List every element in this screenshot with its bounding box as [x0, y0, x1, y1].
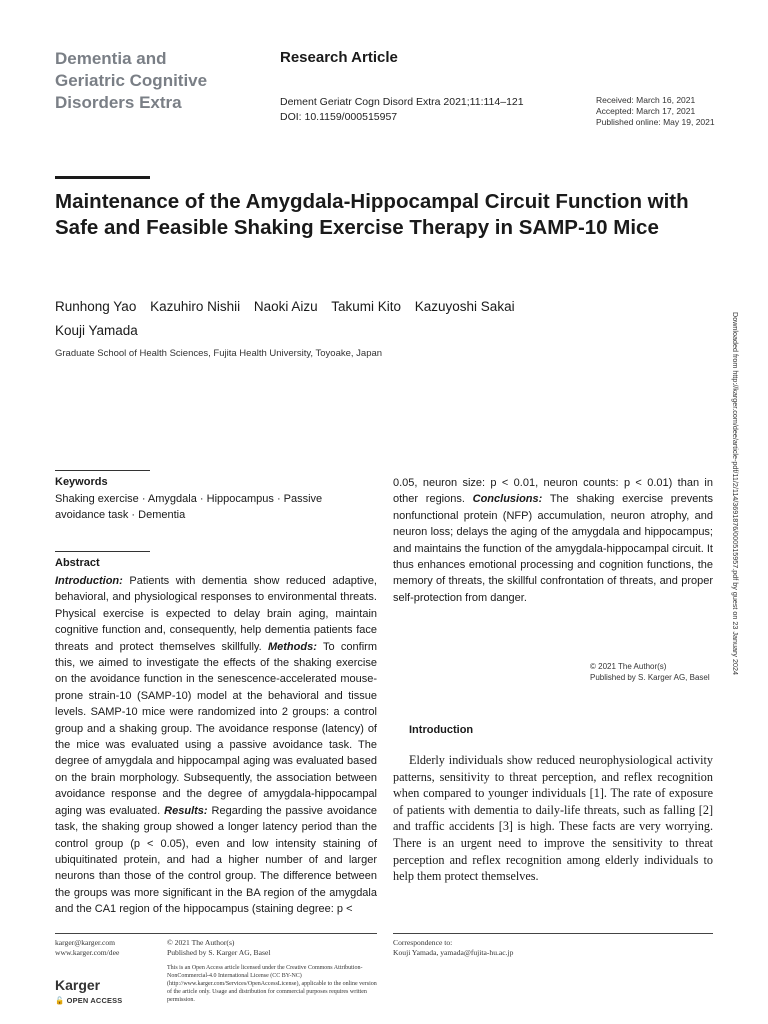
- journal-name: [55, 48, 255, 114]
- article-title: Maintenance of the Amygdala-Hippocampal Circuit Function with Safe and Feasible Shaking Exercise Therapy in SAMP-10 Mice: [55, 190, 689, 239]
- correspondence-label: Correspondence to:: [393, 938, 453, 947]
- abstract-divider: [55, 551, 150, 552]
- citation-block: [280, 95, 524, 125]
- abstract-methods-text: To confirm this, we aimed to investigate the effects of the shaking exercise on the avoidance function in the senescence-accelerated mouse-prone strain-10 (SAMP-10) model at the behavioral and tissue levels. SAMP-10 mice were randomized into 2 groups: a control group and a shaking group. The avoidance response (latency) of the mice was evaluated using a passive avoidance task. The degree of amygdala and hippocampal aging was evaluated based on the brain morphology. Subsequently, the association between avoidance response and the degree of amygdala-hippocampal aging was evaluated.: [55, 640, 377, 817]
- correspondence-contact[interactable]: Kouji Yamada, yamada@fujita-hu.ac.jp: [393, 948, 514, 957]
- doi-link[interactable]: DOI: 10.1159/000515957: [280, 111, 398, 123]
- footer-contact: [55, 938, 119, 958]
- abstract-conclusions-text: The shaking exercise prevents nonfunctional protein (NFP) accumulation, neuron atrophy, and neuron loss; delays the aging of the amygdala and hippocampus; and maintains the function of the amygdala-hippocampal circuit. It thus enhances emotional processing and cognition functions, the memory of threats, the skillful confrontation of threats, and proper self-protection from danger.: [393, 493, 713, 604]
- author-name: Kazuyoshi Sakai: [414, 299, 515, 314]
- citation: Dement Geriatr Cogn Disord Extra 2021;11:114–121: [280, 96, 524, 108]
- abstract-left-column: [55, 573, 377, 918]
- publisher-email[interactable]: karger@karger.com: [55, 938, 116, 947]
- publisher-website[interactable]: www.karger.com/dee: [55, 948, 120, 957]
- abstract-right-column: [393, 475, 713, 655]
- journal-name-line: Geriatric Cognitive: [55, 71, 208, 90]
- footer-divider-right: [393, 933, 713, 934]
- open-access-badge: [55, 996, 122, 1005]
- author-name: Kouji Yamada: [55, 323, 138, 338]
- journal-name-line: Disorders Extra: [55, 93, 182, 112]
- abstract-results-label: Results:: [164, 804, 208, 817]
- abstract-heading: Abstract: [55, 557, 100, 569]
- introduction-text: Elderly individuals show reduced neurophysiological activity patterns, sensitivity to threat perception, and reflex recognition when compared to younger individuals [1]. The rate of exposure of patients with dementia to daily-life threats, such as falling [2] and traffic accidents [3] is high. These facts are very worrying. There is an urgent need to improve the sensitivity to threat perception and reflex recognition among elderly individuals to help them protect themselves.: [393, 753, 713, 884]
- abstract-copyright: [590, 661, 710, 683]
- author-name: Takumi Kito: [331, 299, 401, 314]
- received-date: Received: March 16, 2021: [596, 95, 696, 105]
- license-text: This is an Open Access article licensed under the Creative Commons Attribution-NonCommercial-4.0 International License (CC BY-NC) (http://www.karger.com/Services/OpenAccessLicense), applicable to the online version of the article only. Usage and distribution for commercial purposes requires written permission.: [167, 965, 377, 1003]
- karger-logo: Karger: [55, 977, 101, 993]
- abstract-methods-label: Methods:: [267, 640, 317, 653]
- article-type: Research Article: [280, 49, 398, 66]
- dates-block: [596, 95, 715, 128]
- abstract-conclusions-label: Conclusions:: [472, 493, 543, 506]
- abstract-results-continued: 0.05, neuron size: p < 0.01, neuron counts: p < 0.01) than in other regions.: [393, 477, 713, 506]
- title-divider: [55, 176, 150, 179]
- author-list: [55, 295, 615, 343]
- open-access-label: OPEN ACCESS: [66, 996, 123, 1005]
- publisher-line: Published by S. Karger AG, Basel: [167, 948, 271, 957]
- keywords-divider: [55, 470, 150, 471]
- correspondence-block: [393, 938, 513, 958]
- copyright-line: © 2021 The Author(s): [167, 938, 235, 947]
- abstract-results-text: Regarding the passive avoidance task, the shaking group showed a longer latency period than the control group (p < 0.05), even and low intensity staining of ubiquitinated protein, and had a higher number of and larger neurons than those of the control group. The difference between the groups was more significant in the BA region of the amygdala and the CA1 region of the hippocampus (staining degree: p <: [55, 804, 377, 916]
- journal-name-line: Dementia and: [55, 49, 167, 68]
- author-name: Kazuhiro Nishii: [150, 299, 241, 314]
- accepted-date: Accepted: March 17, 2021: [596, 106, 696, 116]
- introduction-heading: Introduction: [409, 724, 474, 736]
- footer-copyright: [167, 938, 270, 958]
- author-name: Runhong Yao: [55, 299, 137, 314]
- keywords-heading: Keywords: [55, 476, 108, 488]
- footer-divider-left: [55, 933, 377, 934]
- keywords-text: Shaking exercise · Amygdala · Hippocampus · Passive avoidance task · Dementia: [55, 493, 323, 522]
- publisher-line: Published by S. Karger AG, Basel: [590, 673, 710, 682]
- abstract-intro-text: Patients with dementia show reduced adaptive, behavioral, and physiological responses to environmental threats. Physical exercise is expected to delay brain aging, maintain cognitive function and, consequently, help dementia patients face threats and protect themselves skillfully.: [55, 575, 377, 653]
- download-watermark: Downloaded from http://karger.com/dee/article-pdf/11/2/114/3691876/000515957.pdf by guest on 23 January 2024: [731, 312, 740, 675]
- copyright-line: © 2021 The Author(s): [590, 662, 667, 671]
- published-date: Published online: May 19, 2021: [596, 117, 715, 127]
- open-access-icon: 🔓: [55, 996, 65, 1005]
- author-name: Naoki Aizu: [253, 299, 318, 314]
- abstract-intro-label: Introduction:: [55, 575, 123, 587]
- affiliation: Graduate School of Health Sciences, Fujita Health University, Toyoake, Japan: [55, 348, 383, 359]
